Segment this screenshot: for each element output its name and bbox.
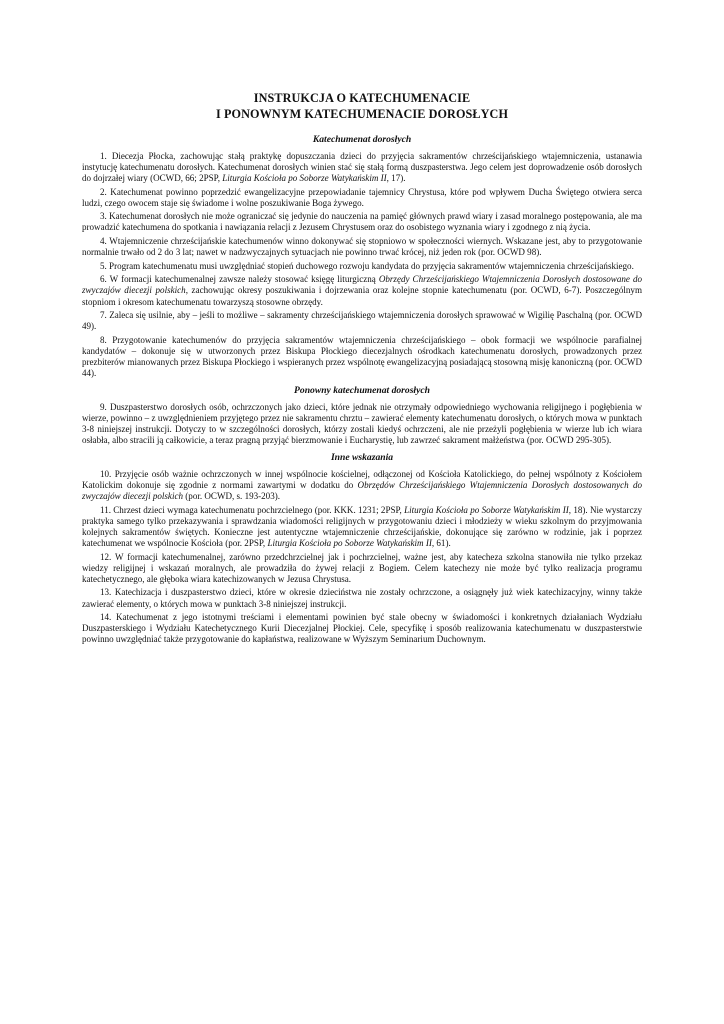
paragraph-12: 12. W formacji katechumenalnej, zarówno przedchrzcielnej jak i pochrzcielnej, ważne jest, aby katecheza szkolna stanowiła nie tylko przekaz wiedzy religijnej i wskazań moralnych, ale prowadziła do żywej relacji z Bogiem. Celem katechezy nie może być tylko realizacja programu katechetycznego, ale głęboka wiara katechizowanych w Jezusa Chrystusa. — [82, 551, 642, 584]
paragraph-1: 1. Diecezja Płocka, zachowując stałą praktykę dopuszczania dzieci do przyjęcia sakramentów chrześcijańskiego wtajemniczenia, ustanawia instytucję katechumenatu dorosłych. Katechumenat dorosłych winien stać się stałą formą duszpasterstwa. Jego celem jest doprowadzenie osób dorosłych do dojrzałej wiary (OCWD, 66; 2PSP, Liturgia Kościoła po Soborze Watykańskim II, 17). — [82, 151, 642, 184]
paragraph-13: 13. Katechizacja i duszpasterstwo dzieci, które w okresie dzieciństwa nie zostały ochrzczone, a osiągnęły już wiek katechizacyjny, winny także zawierać elementy, o których mowa w punktach 3-8 niniejszej instrukcji. — [82, 587, 642, 609]
paragraph-8: 8. Przygotowanie katechumenów do przyjęcia sakramentów wtajemniczenia chrześcijańskiego – obok formacji we wspólnocie parafialnej kandydatów – dokonuje się w utworzonych przez Biskupa Płockiego diecezjalnych ośrodkach katechumenatu dorosłych, prowadzonych przez prezbiterów mianowanych przez Biskupa Płockiego i wspieranych przez wspólnotę ewangelizacyjną posiadającą stosowną misję kanoniczną (por. OCWD 44). — [82, 334, 642, 378]
paragraph-5: 5. Program katechumenatu musi uwzględniać stopień duchowego rozwoju kandydata do przyjęcia sakramentów wtajemniczenia chrześcijańskiego. — [100, 260, 634, 271]
paragraph-2: 2. Katechumenat powinno poprzedzić ewangelizacyjne przepowiadanie tajemnicy Chrystusa, które pod wpływem Ducha Świętego otwiera serca ludzi, czego owocem staje się świadome i wolne poszukiwanie Boga żywego. — [82, 186, 642, 208]
paragraph-7: 7. Zaleca się usilnie, aby – jeśli to możliwe – sakramenty chrześcijańskiego wtajemniczenia dorosłych sprawować w Wigilię Paschalną (por. OCWD 49). — [82, 310, 642, 332]
paragraph-3: 3. Katechumenat dorosłych nie może ograniczać się jedynie do nauczenia na pamięć głównych prawd wiary i zasad moralnego postępowania, ale ma prowadzić katechumena do spotkania i nawiązania relacji z Jezusem Chrystusem oraz do osobistego wyznania wiary i zgodnego z nią życia. — [82, 211, 642, 233]
paragraph-10: 10. Przyjęcie osób ważnie ochrzczonych w innej wspólnocie kościelnej, odłączonej od Kościoła Katolickiego, do pełnej wspólnoty z Kościołem Katolickim dokonuje się zgodnie z normami zawartymi w dodatku do Obrzędów Chrześcijańskiego Wtajemniczenia Dorosłych dostosowanych do zwyczajów diecezji polskich (por. OCWD, s. 193-203). — [82, 469, 642, 502]
document-title-line-1: INSTRUKCJA O KATECHUMENACIE — [253, 91, 471, 105]
document-title-line-2: I PONOWNYM KATECHUMENACIE DOROSŁYCH — [215, 107, 509, 121]
section-heading: Ponowny katechumenat dorosłych — [294, 385, 430, 397]
paragraph-14: 14. Katechumenat z jego istotnymi treściami i elementami powinien być stale obecny w świadomości i konkretnych działaniach Wydziału Duszpasterskiego i Wydziału Katechetycznego Kurii Diecezjalnej Płockiej. Cele, specyfikę i sposób realizowania katechumenatu w duszpasterstwie powinno uwzględniać także przygotowanie do kapłaństwa, realizowane w Wyższym Seminarium Duchownym. — [82, 612, 642, 645]
paragraph-9: 9. Duszpasterstwo dorosłych osób, ochrzczonych jako dzieci, które jednak nie otrzymały odpowiedniego wychowania religijnego i pogłębienia w wierze, powinno – z uwzględnieniem przyjętego przez nie sakramentu chrztu – zawierać elementy katechumenatu dorosłych, o których mowa w punktach 3-8 niniejszej instrukcji. Dotyczy to w szczególności dorosłych, którzy zostali kiedyś ochrzczeni, ale nie przeżyli pogłębienia w wierze lub ich wiara osłabła, albo stracili ją całkowicie, a teraz pragną przyjąć bierzmowanie i Eucharystię, lub zawrzeć sakrament małżeństwa (por. OCWD 295-305). — [82, 402, 642, 446]
section-heading: Inne wskazania — [330, 452, 394, 464]
document-page — [82, 90, 642, 648]
paragraph-11: 11. Chrzest dzieci wymaga katechumenatu pochrzcielnego (por. KKK. 1231; 2PSP, Liturgia Kościoła po Soborze Watykańskim II, 18). Nie wystarczy praktyka samego tylko przekazywania i sprawdzania wiadomości religijnych w przygotowaniu dzieci i młodzieży w wieku szkolnym do przyjmowania kolejnych sakramentów świętych. Konieczne jest autentyczne wtajemniczenie chrześcijańskie, dokonujące się zarówno w rodzinie, jak i poprzez katechumenat we wspólnocie Kościoła (por. 2PSP, Liturgia Kościoła po Soborze Watykańskim II, 61). — [82, 504, 642, 549]
paragraph-6: 6. W formacji katechumenalnej zawsze należy stosować księgę liturgiczną Obrzędy Chrześcijańskiego Wtajemniczenia Dorosłych dostosowane do zwyczajów diecezji polskich, zachowując okresy poszukiwania i dojrzewania oraz kolejne stopnie katechumenatu (por. OCWD, 6-7). Poszczególnym stopniom i okresom katechumenatu towarzyszą stosowne obrzędy. — [82, 274, 642, 307]
paragraph-4: 4. Wtajemniczenie chrześcijańskie katechumenów winno dokonywać się stopniowo w społeczności wiernych. Wskazane jest, aby to przygotowanie normalnie trwało od 2 do 3 lat; nawet w nadzwyczajnych sytuacjach nie powinno trwać krócej, niż jeden rok (por. OCWD 98). — [82, 236, 642, 258]
section-heading: Katechumenat dorosłych — [312, 134, 412, 145]
